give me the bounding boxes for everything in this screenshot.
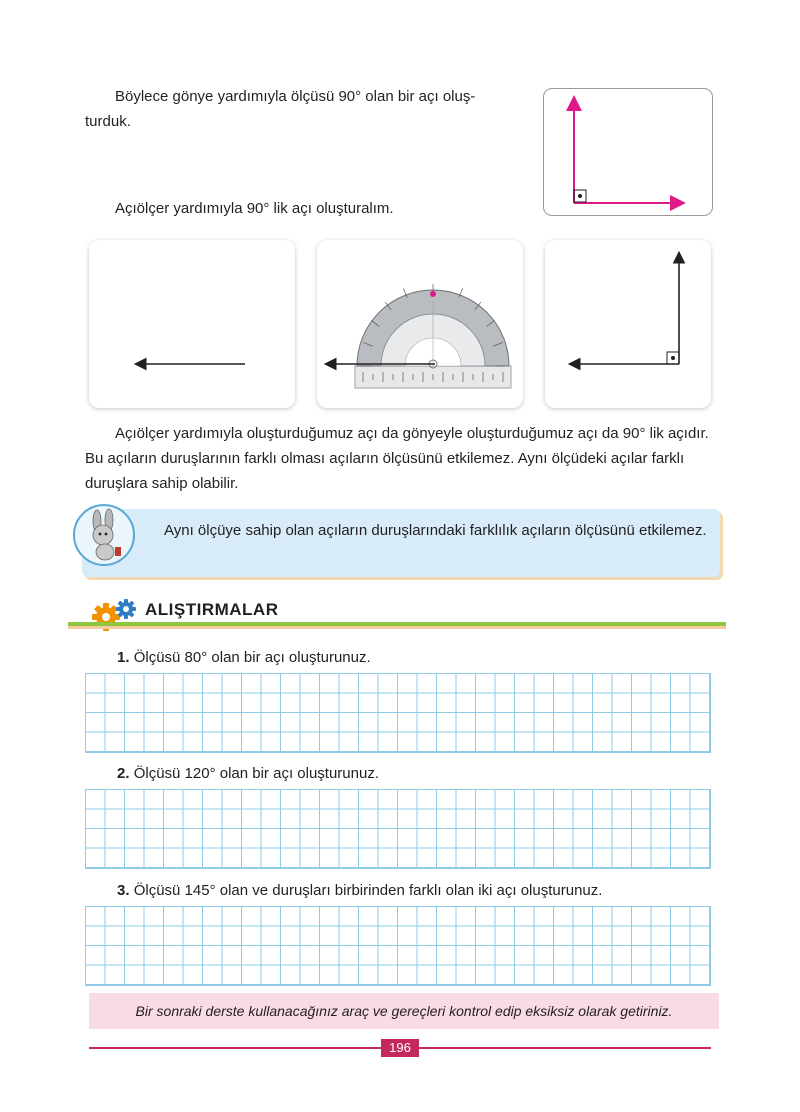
exercise-3 xyxy=(117,878,717,903)
step-panel-1 xyxy=(89,240,295,408)
exercise-1 xyxy=(117,645,717,670)
intro-paragraph-1: Böylece gönye yardımıyla ölçüsü 90° olan bir açı oluş-turduk. xyxy=(85,88,476,130)
exercise-2 xyxy=(117,761,717,786)
intro-paragraph-2: Açıölçer yardımıyla 90° lik açı oluşturalım. xyxy=(115,200,394,217)
exercise-1-number: 1. xyxy=(117,649,130,666)
step-panel-2 xyxy=(317,240,523,408)
page-number: 196 xyxy=(381,1039,419,1057)
angle-90-drawing xyxy=(545,240,711,408)
info-box xyxy=(82,509,720,577)
exercise-2-text: Ölçüsü 120° olan bir açı oluşturunuz. xyxy=(133,765,379,782)
exercise-1-text: Ölçüsü 80° olan bir açı oluşturunuz. xyxy=(133,649,371,666)
footer-line-right xyxy=(419,1047,711,1049)
exercises-title: ALIŞTIRMALAR xyxy=(145,600,279,619)
ray-drawing xyxy=(89,240,295,408)
right-angle-drawing xyxy=(544,89,712,215)
exercise-3-number: 3. xyxy=(117,882,130,899)
right-angle-figure xyxy=(543,88,713,216)
footer-line-left xyxy=(89,1047,381,1049)
exercise-2-grid[interactable] xyxy=(85,789,711,869)
exercise-1-grid[interactable] xyxy=(85,673,711,753)
rabbit-mascot-icon xyxy=(72,503,136,567)
protractor-drawing xyxy=(317,240,523,408)
exercise-3-grid[interactable] xyxy=(85,906,711,986)
protractor-mark xyxy=(430,291,436,297)
exercise-3-text: Ölçüsü 145° olan ve duruşları birbirinden farklı olan iki açı oluşturunuz. xyxy=(133,882,603,899)
homework-note: Bir sonraki derste kullanacağınız araç ve gereçleri kontrol edip eksiksiz olarak getiriniz. xyxy=(89,993,719,1029)
exercises-divider xyxy=(68,622,726,629)
step-panel-3 xyxy=(545,240,711,408)
explanation-paragraph: Açıölçer yardımıyla oluşturduğumuz açı da gönyeyle oluşturduğumuz açı da 90° lik açıdır. Bu açıların duruşlarının farklı olması açıların ölçüsünü etkilemez. Aynı ölçüdeki açılar farklı duruşlara sahip olabilir. xyxy=(85,425,709,492)
exercise-2-number: 2. xyxy=(117,765,130,782)
info-box-text: Aynı ölçüye sahip olan açıların duruşlarındaki farklılık açıların ölçüsünü etkilemez. xyxy=(164,522,707,539)
